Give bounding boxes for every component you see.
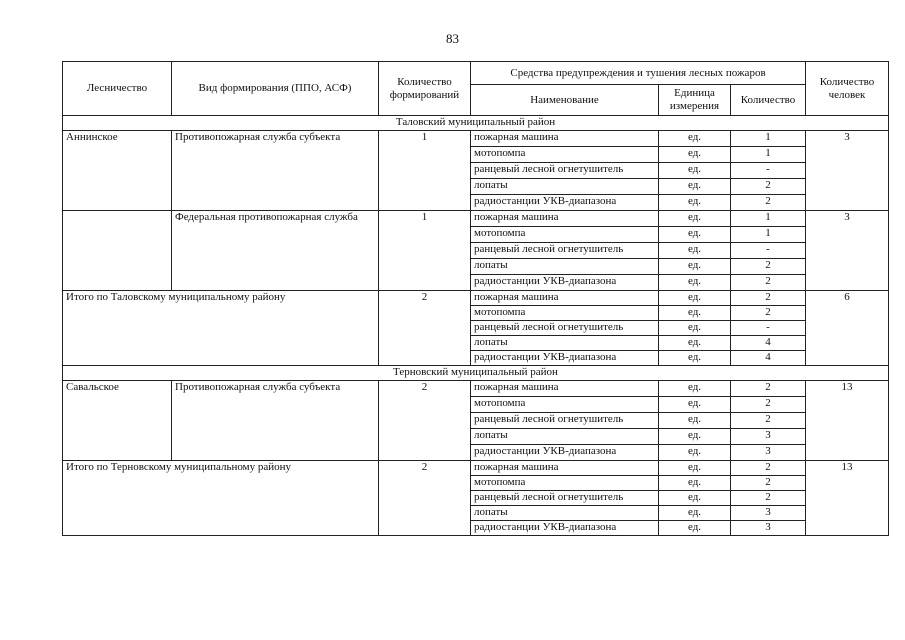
formation-cell: Противопожарная служба субъекта — [172, 131, 379, 211]
means-qty-cell: 2 — [731, 381, 806, 397]
section-row — [63, 116, 889, 131]
total-label-cell: Итого по Терновскому муниципальному району — [63, 461, 379, 536]
means-name-cell: пожарная машина — [471, 381, 659, 397]
means-unit-cell: ед. — [659, 336, 731, 351]
means-unit-cell: ед. — [659, 351, 731, 366]
means-unit-cell: ед. — [659, 461, 731, 476]
means-unit-cell: ед. — [659, 147, 731, 163]
means-qty-cell: - — [731, 321, 806, 336]
people-count-cell: 13 — [806, 381, 889, 461]
formation-count-cell: 2 — [379, 461, 471, 536]
means-name-cell: ранцевый лесной огнетушитель — [471, 163, 659, 179]
means-name-cell: радиостанции УКВ-диапазона — [471, 351, 659, 366]
means-qty-cell: 4 — [731, 351, 806, 366]
means-name-cell: мотопомпа — [471, 397, 659, 413]
table-body — [63, 116, 889, 536]
formation-count-cell: 1 — [379, 131, 471, 211]
means-name-cell: пожарная машина — [471, 291, 659, 306]
means-qty-cell: 2 — [731, 195, 806, 211]
header-means-unit: Единица измерения — [659, 85, 731, 116]
means-name-cell: ранцевый лесной огнетушитель — [471, 413, 659, 429]
people-count-cell: 3 — [806, 131, 889, 211]
means-qty-cell: 2 — [731, 397, 806, 413]
table-row — [63, 131, 889, 147]
means-qty-cell: 2 — [731, 491, 806, 506]
header-formation-type: Вид формирования (ППО, АСФ) — [172, 62, 379, 116]
means-name-cell: мотопомпа — [471, 227, 659, 243]
means-qty-cell: 1 — [731, 131, 806, 147]
means-name-cell: мотопомпа — [471, 476, 659, 491]
means-name-cell: пожарная машина — [471, 461, 659, 476]
section-title: Таловский муниципальный район — [63, 116, 889, 131]
means-name-cell: лопаты — [471, 259, 659, 275]
means-unit-cell: ед. — [659, 131, 731, 147]
forest-fire-means-table — [62, 61, 889, 536]
means-name-cell: мотопомпа — [471, 147, 659, 163]
means-unit-cell: ед. — [659, 506, 731, 521]
formation-cell: Федеральная противопожарная служба — [172, 211, 379, 291]
means-unit-cell: ед. — [659, 163, 731, 179]
means-name-cell: ранцевый лесной огнетушитель — [471, 321, 659, 336]
forestry-cell: Савальское — [63, 381, 172, 461]
means-qty-cell: 3 — [731, 506, 806, 521]
header-forestry: Лесничество — [63, 62, 172, 116]
means-unit-cell: ед. — [659, 381, 731, 397]
header-means-group: Средства предупреждения и тушения лесных пожаров — [471, 62, 806, 85]
means-unit-cell: ед. — [659, 275, 731, 291]
forestry-cell — [63, 211, 172, 291]
means-qty-cell: 1 — [731, 227, 806, 243]
formation-cell: Противопожарная служба субъекта — [172, 381, 379, 461]
total-row — [63, 291, 889, 306]
means-name-cell: лопаты — [471, 429, 659, 445]
means-name-cell: ранцевый лесной огнетушитель — [471, 243, 659, 259]
means-qty-cell: 2 — [731, 291, 806, 306]
header-formation-count: Количество формирований — [379, 62, 471, 116]
means-name-cell: лопаты — [471, 179, 659, 195]
means-unit-cell: ед. — [659, 259, 731, 275]
means-unit-cell: ед. — [659, 306, 731, 321]
means-unit-cell: ед. — [659, 195, 731, 211]
section-row — [63, 366, 889, 381]
means-unit-cell: ед. — [659, 397, 731, 413]
people-count-cell: 6 — [806, 291, 889, 366]
means-unit-cell: ед. — [659, 243, 731, 259]
people-count-cell: 13 — [806, 461, 889, 536]
means-name-cell: пожарная машина — [471, 211, 659, 227]
page-number: 83 — [446, 31, 459, 46]
means-unit-cell: ед. — [659, 429, 731, 445]
means-unit-cell: ед. — [659, 521, 731, 536]
means-qty-cell: 2 — [731, 179, 806, 195]
means-name-cell: радиостанции УКВ-диапазона — [471, 195, 659, 211]
means-name-cell: пожарная машина — [471, 131, 659, 147]
means-unit-cell: ед. — [659, 445, 731, 461]
total-label-cell: Итого по Таловскому муниципальному району — [63, 291, 379, 366]
total-row — [63, 461, 889, 476]
means-unit-cell: ед. — [659, 291, 731, 306]
means-qty-cell: - — [731, 163, 806, 179]
table-header — [63, 62, 889, 116]
means-unit-cell: ед. — [659, 211, 731, 227]
formation-count-cell: 1 — [379, 211, 471, 291]
formation-count-cell: 2 — [379, 291, 471, 366]
means-name-cell: радиостанции УКВ-диапазона — [471, 521, 659, 536]
means-qty-cell: 1 — [731, 211, 806, 227]
means-qty-cell: 2 — [731, 275, 806, 291]
header-people: Количество человек — [806, 62, 889, 116]
means-qty-cell: - — [731, 243, 806, 259]
means-name-cell: лопаты — [471, 336, 659, 351]
means-unit-cell: ед. — [659, 179, 731, 195]
means-unit-cell: ед. — [659, 491, 731, 506]
means-qty-cell: 2 — [731, 259, 806, 275]
table-row — [63, 211, 889, 227]
section-title: Терновский муниципальный район — [63, 366, 889, 381]
header-means-qty: Количество — [731, 85, 806, 116]
means-qty-cell: 2 — [731, 413, 806, 429]
means-name-cell: ранцевый лесной огнетушитель — [471, 491, 659, 506]
means-name-cell: радиостанции УКВ-диапазона — [471, 275, 659, 291]
means-qty-cell: 2 — [731, 306, 806, 321]
means-qty-cell: 3 — [731, 445, 806, 461]
people-count-cell: 3 — [806, 211, 889, 291]
means-unit-cell: ед. — [659, 413, 731, 429]
means-qty-cell: 3 — [731, 429, 806, 445]
means-name-cell: мотопомпа — [471, 306, 659, 321]
header-means-name: Наименование — [471, 85, 659, 116]
means-unit-cell: ед. — [659, 227, 731, 243]
means-unit-cell: ед. — [659, 476, 731, 491]
means-qty-cell: 3 — [731, 521, 806, 536]
table-row — [63, 381, 889, 397]
means-qty-cell: 2 — [731, 461, 806, 476]
means-qty-cell: 4 — [731, 336, 806, 351]
formation-count-cell: 2 — [379, 381, 471, 461]
means-qty-cell: 1 — [731, 147, 806, 163]
means-qty-cell: 2 — [731, 476, 806, 491]
means-name-cell: радиостанции УКВ-диапазона — [471, 445, 659, 461]
means-unit-cell: ед. — [659, 321, 731, 336]
forestry-cell: Аннинское — [63, 131, 172, 211]
means-name-cell: лопаты — [471, 506, 659, 521]
